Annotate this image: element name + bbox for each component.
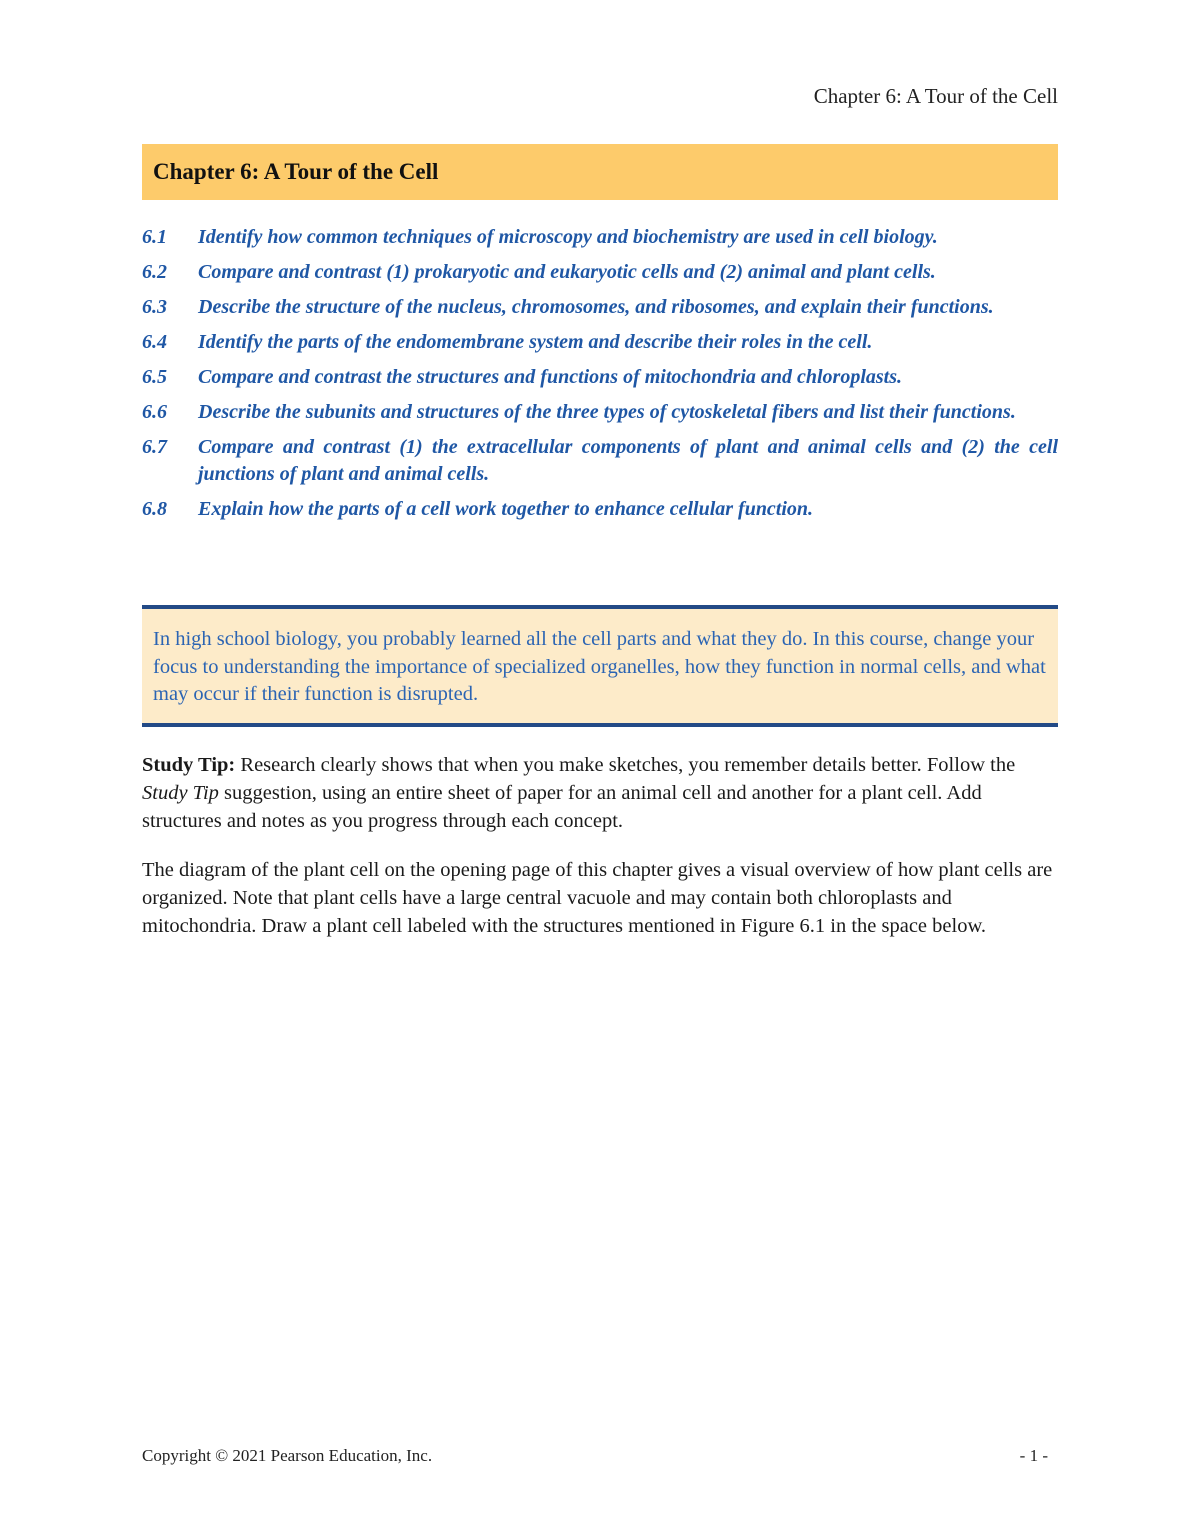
objective-item bbox=[142, 364, 1058, 391]
objective-item bbox=[142, 259, 1058, 286]
objective-text: Compare and contrast the structures and functions of mitochondria and chloroplasts. bbox=[198, 366, 903, 388]
study-tip-label: Study Tip: bbox=[142, 754, 236, 776]
objective-number: 6.5 bbox=[142, 366, 167, 388]
chapter-title-bar bbox=[142, 144, 1058, 200]
objective-number: 6.2 bbox=[142, 261, 167, 283]
objective-text: Compare and contrast (1) the extracellular components of plant and animal cells and (2) the cell junctions of plant and animal cells. bbox=[198, 436, 1058, 485]
study-tip-emphasis: Study Tip bbox=[142, 782, 219, 804]
chapter-title: Chapter 6: A Tour of the Cell bbox=[153, 159, 439, 184]
objective-number: 6.3 bbox=[142, 296, 167, 318]
study-tip-paragraph bbox=[142, 751, 1062, 835]
page-number: - 1 - bbox=[1019, 1446, 1048, 1465]
objective-text: Identify the parts of the endomembrane system and describe their roles in the cell. bbox=[198, 331, 873, 353]
objective-text: Identify how common techniques of microscopy and biochemistry are used in cell biology. bbox=[198, 226, 938, 248]
objective-item bbox=[142, 224, 1058, 251]
objective-text: Describe the subunits and structures of the three types of cytoskeletal fibers and list their functions. bbox=[198, 401, 1016, 423]
objective-text: Describe the structure of the nucleus, chromosomes, and ribosomes, and explain their functions. bbox=[198, 296, 994, 318]
objective-number: 6.7 bbox=[142, 436, 167, 458]
focus-callout-box bbox=[142, 605, 1058, 727]
learning-objectives-list bbox=[142, 224, 1058, 531]
running-header: Chapter 6: A Tour of the Cell bbox=[813, 84, 1058, 108]
objective-text: Compare and contrast (1) prokaryotic and eukaryotic cells and (2) animal and plant cells. bbox=[198, 261, 936, 283]
objective-item bbox=[142, 329, 1058, 356]
objective-number: 6.4 bbox=[142, 331, 167, 353]
objective-number: 6.1 bbox=[142, 226, 167, 248]
objective-number: 6.6 bbox=[142, 401, 167, 423]
copyright-notice: Copyright © 2021 Pearson Education, Inc. bbox=[142, 1446, 433, 1465]
objective-number: 6.8 bbox=[142, 498, 167, 520]
callout-text: In high school biology, you probably learned all the cell parts and what they do. In this course, change your focus to understanding the importance of specialized organelles, how they function in normal cells, and what may occur if their function is disrupted. bbox=[153, 628, 1046, 705]
objective-item bbox=[142, 294, 1058, 321]
study-tip-text-before: Research clearly shows that when you make sketches, you remember details better. Follow the bbox=[235, 754, 1016, 776]
objective-text: Explain how the parts of a cell work together to enhance cellular function. bbox=[198, 498, 814, 520]
objective-item bbox=[142, 399, 1058, 426]
objective-item bbox=[142, 434, 1058, 488]
study-tip-text-after: suggestion, using an entire sheet of paper for an animal cell and another for a plant cell. Add structures and notes as you progress through each concept. bbox=[142, 782, 982, 832]
objective-item bbox=[142, 496, 1058, 523]
diagram-instructions-paragraph: The diagram of the plant cell on the opening page of this chapter gives a visual overview of how plant cells are organized. Note that plant cells have a large central vacuole and may contain both chloroplasts and mitochondria. Draw a plant cell labeled with the structures mentioned in Figure 6.1 in the space below. bbox=[142, 859, 1053, 937]
